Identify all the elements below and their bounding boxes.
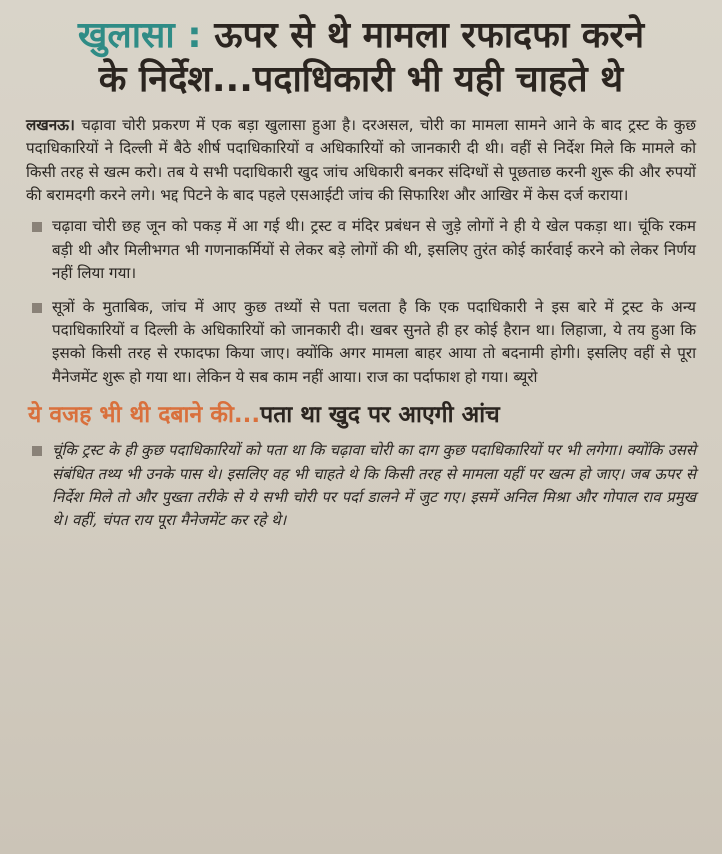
bullet-text-2: सूत्रों के मुताबिक, जांच में आए कुछ तथ्यों से पता चलता है कि एक पदाधिकारी ने इस बारे में ट्रस्ट के अन्य पदाधिकारियों व दिल्ली के अधिकारियों को जानकारी दी। खबर सुनते ही हर कोई हैरान था। लिहाजा, ये तय हुआ कि इसको किसी तरह से रफादफा किया जाए। क्योंकि अगर मामला बाहर आया तो बदनामी होगी। इसलिए वहीं से पूरा मैनेजमेंट शुरू हो गया था। लेकिन ये सब काम नहीं आया। राज का पर्दाफाश हो गया। ब्यूरो: [52, 297, 696, 386]
square-bullet-icon: [32, 446, 42, 456]
headline-line-1-rest: ऊपर से थे मामला रफादफा करने: [214, 15, 645, 56]
subheading-main: पता था खुद पर आएगी आंच: [260, 402, 500, 429]
headline-line-2: के निर्देश...पदाधिकारी भी यही चाहते थे: [98, 58, 624, 100]
bullet-item-2: [26, 296, 696, 390]
dateline: लखनऊ।: [26, 115, 75, 134]
lead-text: चढ़ावा चोरी प्रकरण में एक बड़ा खुलासा हुआ है। दरअसल, चोरी का मामला सामने आने के बाद ट्रस्ट के कुछ पदाधिकारियों ने दिल्ली में बैठे शीर्ष पदाधिकारियों व अधिकारियों को जानकारी दी थी। वहीं से निर्देश मिले कि मामले को किसी तरह से खत्म करो। तब ये सभी पदाधिकारी खुद जांच अधिकारी बनकर संदिग्धों से पूछताछ करनी शुरू की और रुपयों की बरामदगी करने लगे। भद्द पिटने के बाद पहले एसआईटी जांच की सिफारिश और आखिर में केस दर्ज कराया।: [26, 115, 697, 205]
square-bullet-icon: [32, 303, 42, 313]
headline-tag: खुलासा :: [77, 15, 202, 56]
headline: [26, 14, 696, 102]
bullet-item-1: [26, 215, 696, 285]
bullet-text-3: चूंकि ट्रस्ट के ही कुछ पदाधिकारियों को पता था कि चढ़ावा चोरी का दाग कुछ पदाधिकारियों पर भी लगेगा। क्योंकि उससे संबंधित तथ्य भी उनके पास थे। इसलिए वह भी चाहते थे कि किसी तरह से मामला यहीं पर खत्म हो जाए। जब ऊपर से निर्देश मिले तो और पुख्ता तरीके से ये सभी चोरी पर पर्दा डालने में जुट गए। इसमें अनिल मिश्रा और गोपाल राव प्रमुख थे। वहीं, चंपत राय पूरा मैनेजमेंट कर रहे थे।: [52, 441, 696, 530]
square-bullet-icon: [32, 222, 42, 232]
subheading: [28, 401, 696, 431]
lead-paragraph: [26, 114, 696, 208]
headline-line-1: [26, 14, 696, 58]
bullet-text-1: चढ़ावा चोरी छह जून को पकड़ में आ गई थी। ट्रस्ट व मंदिर प्रबंधन से जुड़े लोगों ने ही ये खेल पकड़ा था। चूंकि रकम बड़ी थी और मिलीभगत भी गणनाकर्मियों से लेकर बड़े लोगों की थी, इसलिए तुरंत कोई कार्रवाई करने को लेकर निर्णय नहीं लिया गया।: [52, 217, 696, 283]
bullet-item-3: [26, 439, 696, 533]
subheading-accent: ये वजह भी थी दबाने की...: [28, 402, 261, 429]
